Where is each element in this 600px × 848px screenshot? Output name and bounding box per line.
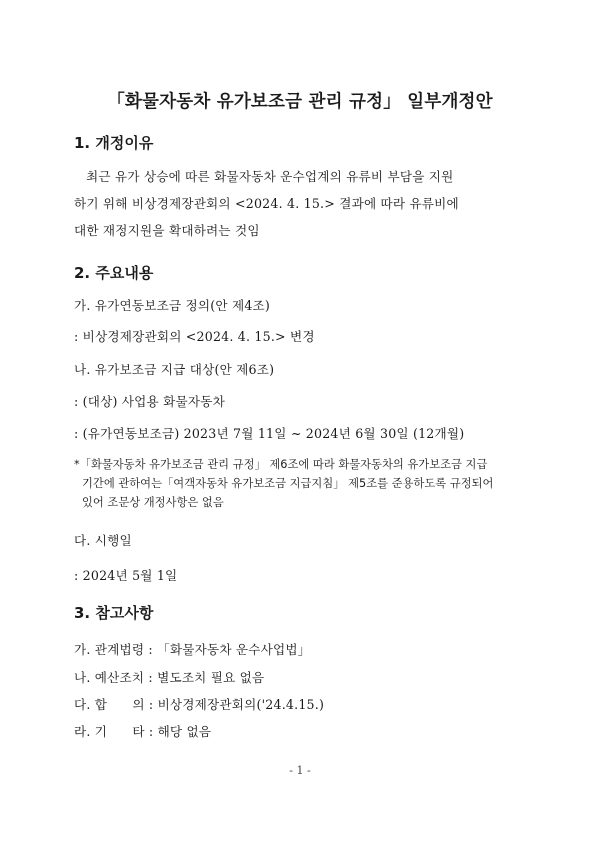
note-line-1: *「화물자동차 유가보조금 관리 규정」 제6조에 따라 화물자동차의 유가보조금 지급 bbox=[74, 458, 488, 471]
reference-item-4: 라. 기 타 : 해당 없음 bbox=[74, 724, 212, 739]
page-number: - 1 - bbox=[289, 764, 311, 777]
item-na-detail-2: : (유가연동보조금) 2023년 7월 11일 ~ 2024년 6월 30일 (12개월) bbox=[74, 426, 465, 441]
section-1-heading: 1. 개정이유 bbox=[74, 134, 154, 152]
section-2-heading: 2. 주요내용 bbox=[74, 264, 154, 282]
section-3-heading: 3. 참고사항 bbox=[74, 604, 154, 622]
reason-line-3: 대한 재정지원을 확대하려는 것임 bbox=[74, 223, 260, 238]
reason-line-1 bbox=[86, 166, 514, 185]
reason-line-2: 하기 위해 비상경제장관회의 <2024. 4. 15.> 결과에 따라 유류비에 bbox=[74, 196, 459, 211]
item-ga-detail: : 비상경제장관회의 <2024. 4. 15.> 변경 bbox=[74, 329, 315, 344]
reason-text-1: 최근 유가 상승에 따른 화물자동차 운수업계의 유류비 부담을 지원 bbox=[86, 169, 454, 184]
item-ga: 가. 유가연동보조금 정의(안 제4조) bbox=[74, 298, 271, 313]
item-na: 나. 유가보조금 지급 대상(안 제6조) bbox=[74, 362, 275, 377]
reference-item-3: 다. 합 의 : 비상경제장관회의('24.4.15.) bbox=[74, 697, 325, 712]
reference-item-1: 가. 관계법령 : 「화물자동차 운수사업법」 bbox=[74, 642, 311, 657]
note-line-3: 있어 조문상 개정사항은 없음 bbox=[82, 496, 224, 509]
item-da: 다. 시행일 bbox=[74, 533, 132, 548]
item-da-detail: : 2024년 5월 1일 bbox=[74, 568, 178, 583]
reference-item-2: 나. 예산조치 : 별도조치 필요 없음 bbox=[74, 670, 265, 685]
note-line-2: 기간에 관하여는「여객자동차 유가보조금 지급지침」 제5조를 준용하도록 규정되어 bbox=[82, 477, 494, 490]
item-na-detail-1: : (대상) 사업용 화물자동차 bbox=[74, 394, 225, 409]
document-title: 「화물자동차 유가보조금 관리 규정」 일부개정안 bbox=[107, 92, 493, 112]
